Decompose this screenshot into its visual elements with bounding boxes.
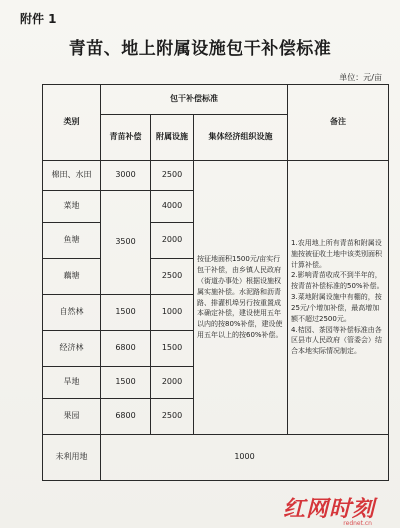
row-facility: 2000: [151, 367, 194, 399]
row-category: 鱼塘: [43, 223, 101, 259]
row-crop-shared: 3500: [101, 191, 151, 295]
row-category: 果园: [43, 399, 101, 435]
collective-text: 按征地面积1500元/亩实行包干补偿，由乡镇人民政府（街道办事处）根据设施权属实施补偿。水泥路和沥青路、排灌机埠另行按重置成本确定补偿，建设使用五年以内的按80%补偿，建设使用五年以上的按60%补偿。: [194, 161, 288, 435]
remarks-cell: [288, 161, 389, 435]
header-facility: 附属设施: [151, 115, 194, 161]
remark-line: 2.影响青苗收成不到半年的，按青苗补偿标准的50%补偿。: [291, 271, 384, 291]
row-facility: 2500: [151, 399, 194, 435]
watermark-logo: 红网时刻: [282, 496, 375, 522]
row-facility: 1500: [151, 331, 194, 367]
row-crop: 1500: [101, 367, 151, 399]
row-category: 自然林: [43, 295, 101, 331]
row-crop: 6800: [101, 399, 151, 435]
header-standard: 包干补偿标准: [101, 85, 288, 115]
row-facility: 4000: [151, 191, 194, 223]
header-category: 类别: [43, 85, 101, 161]
row-category: 菜地: [43, 191, 101, 223]
unused-value: 1000: [101, 435, 389, 481]
header-crop: 青苗补偿: [101, 115, 151, 161]
remark-line: 4.桔园、茶园等补偿标准由各区县市人民政府（管委会）结合本地实际情况制定。: [291, 325, 383, 356]
header-collective: 集体经济组织设施: [194, 115, 288, 161]
attachment-label: 附件 1: [20, 12, 57, 26]
row-facility: 2000: [151, 223, 194, 259]
watermark-sub: rednet.cn: [343, 520, 372, 527]
row-crop: 3000: [101, 161, 151, 191]
row-category: 经济林: [43, 331, 101, 367]
row-crop: 6800: [101, 331, 151, 367]
table-row: [43, 161, 389, 191]
row-facility: 1000: [151, 295, 194, 331]
table-row-unused: [43, 435, 389, 481]
row-category: 棉田、水田: [43, 161, 101, 191]
compensation-table: [42, 84, 389, 481]
row-category: 未利用地: [43, 435, 101, 481]
header-remarks: 备注: [288, 85, 389, 161]
row-facility: 2500: [151, 161, 194, 191]
unit-label: 单位：元/亩: [339, 73, 382, 82]
row-category: 藕塘: [43, 259, 101, 295]
row-crop: 1500: [101, 295, 151, 331]
remark-line: 3.菜地附属设施中有棚的，按25元/个增加补偿，最高增加额不超过2500元。: [291, 293, 382, 323]
row-facility: 2500: [151, 259, 194, 295]
page-title: 青苗、地上附属设施包干补偿标准: [68, 39, 332, 59]
remark-line: 1.农用地上所有青苗和附属设施按被征收土地中该类别面积计算补偿。: [291, 238, 383, 269]
row-category: 旱地: [43, 367, 101, 399]
